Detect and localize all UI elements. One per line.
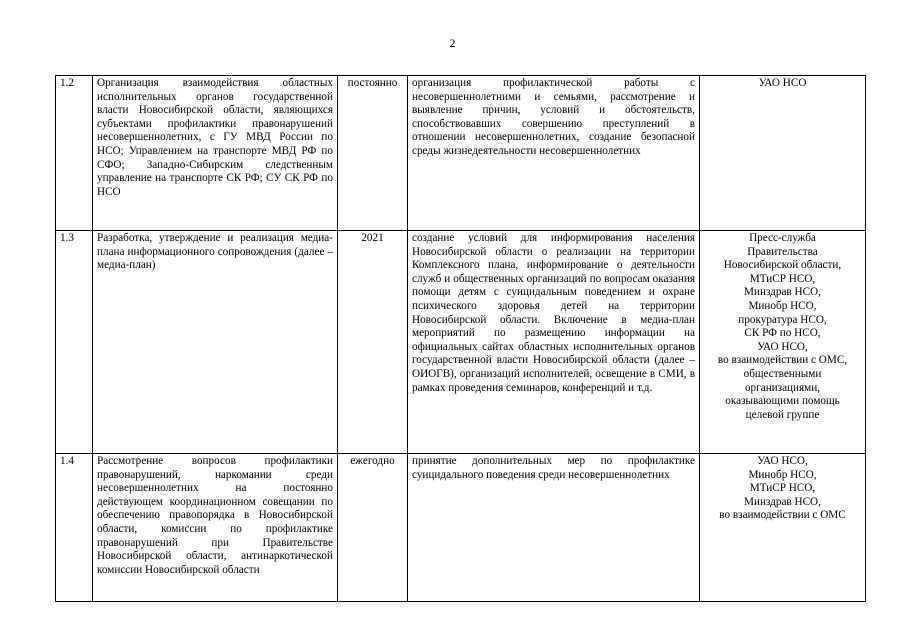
page-number: 2 xyxy=(449,36,456,50)
responsible-line: УАО НСО, xyxy=(757,455,808,467)
event-cell: Организация взаимодействия областных исполнительных органов государственной власти Новосибирской области, являющихся субъектами профилактики правонарушений несовершеннолетних, с ГУ МВД России по НСО; Управлением на транспорте МВД РФ по СФО; Западно-Сибирским следственным управление на транспорте СК РФ; СУ СК РФ по НСО xyxy=(93,76,338,231)
result-cell: создание условий для информирования населения Новосибирской области о реализации на территории Комплексного плана, информирование о деятельности служб и общественных организаций по вопросам оказания помощи детям с суицидальным поведением и охране психического здоровья детей на территории Новосибирской области. Включение в медиа-план мероприятий по размещению информации на официальных сайтах областных исполнительных органов государственной власти Новосибирской области (далее – ОИОГВ), организаций исполнителей, освещение в СМИ, в рамках проведения семинаров, конференций и т.д. xyxy=(408,231,700,454)
responsible-line: УАО НСО xyxy=(758,77,807,89)
responsible-line: МТиСР НСО, xyxy=(749,272,816,285)
responsible-line: СК РФ по НСО, xyxy=(744,327,821,340)
responsible-line: во взаимодействии с ОМС, xyxy=(717,354,848,367)
responsible-cell xyxy=(700,76,866,231)
responsible-line: УАО НСО, xyxy=(757,340,808,353)
result-cell: организация профилактической работы с несовершеннолетними и семьями, рассмотрение и выявление причин, условий и обстоятельств, способствовавших совершению преступлений в отношении несовершеннолетних, создание безопасной среды жизнедеятельности несовершеннолетних xyxy=(408,76,700,231)
term-cell: 2021 xyxy=(338,231,408,454)
table-row xyxy=(56,454,866,602)
responsible-line: Минздрав НСО, xyxy=(744,286,821,299)
responsible-line: общественными xyxy=(743,367,822,380)
table-row xyxy=(56,231,866,454)
term-cell: ежегодно xyxy=(338,454,408,602)
table-row xyxy=(56,76,866,231)
responsible-line: оказывающими помощь xyxy=(725,395,840,408)
responsible-line: Минобр НСО, xyxy=(748,468,817,481)
responsible-cell xyxy=(700,231,866,454)
responsible-line: целевой группе xyxy=(745,408,820,421)
row-number: 1.3 xyxy=(56,231,93,454)
event-cell: Разработка, утверждение и реализация медиа-плана информационного сопровождения (далее – медиа-план) xyxy=(93,231,338,454)
responsible-line: прокуратура НСО, xyxy=(738,313,827,326)
term-cell: постоянно xyxy=(338,76,408,231)
responsible-line: Новосибирской области, xyxy=(723,259,842,272)
event-cell: Рассмотрение вопросов профилактики правонарушений, наркомании среди несовершеннолетних на постоянно действующем координационном совещании по обеспечению правопорядка в Новосибирской области, комиссии по профилактике правонарушений при Правительстве Новосибирской области, антинаркотической комиссии Новосибирской области xyxy=(93,454,338,602)
responsible-line: Пресс-служба xyxy=(749,232,816,244)
row-number: 1.4 xyxy=(56,454,93,602)
responsible-line: организациями, xyxy=(744,381,821,394)
responsible-line: Минздрав НСО, xyxy=(744,495,821,508)
responsible-line: во взаимодействии с ОМС xyxy=(719,509,846,522)
responsible-line: МТиСР НСО, xyxy=(749,482,816,495)
result-cell: принятие дополнительных мер по профилактике суицидального поведения среди несовершеннолетних xyxy=(408,454,700,602)
measures-table xyxy=(55,75,866,602)
responsible-line: Правительства xyxy=(747,245,818,258)
responsible-line: Минобр НСО, xyxy=(748,299,817,312)
row-number: 1.2 xyxy=(56,76,93,231)
responsible-cell xyxy=(700,454,866,602)
